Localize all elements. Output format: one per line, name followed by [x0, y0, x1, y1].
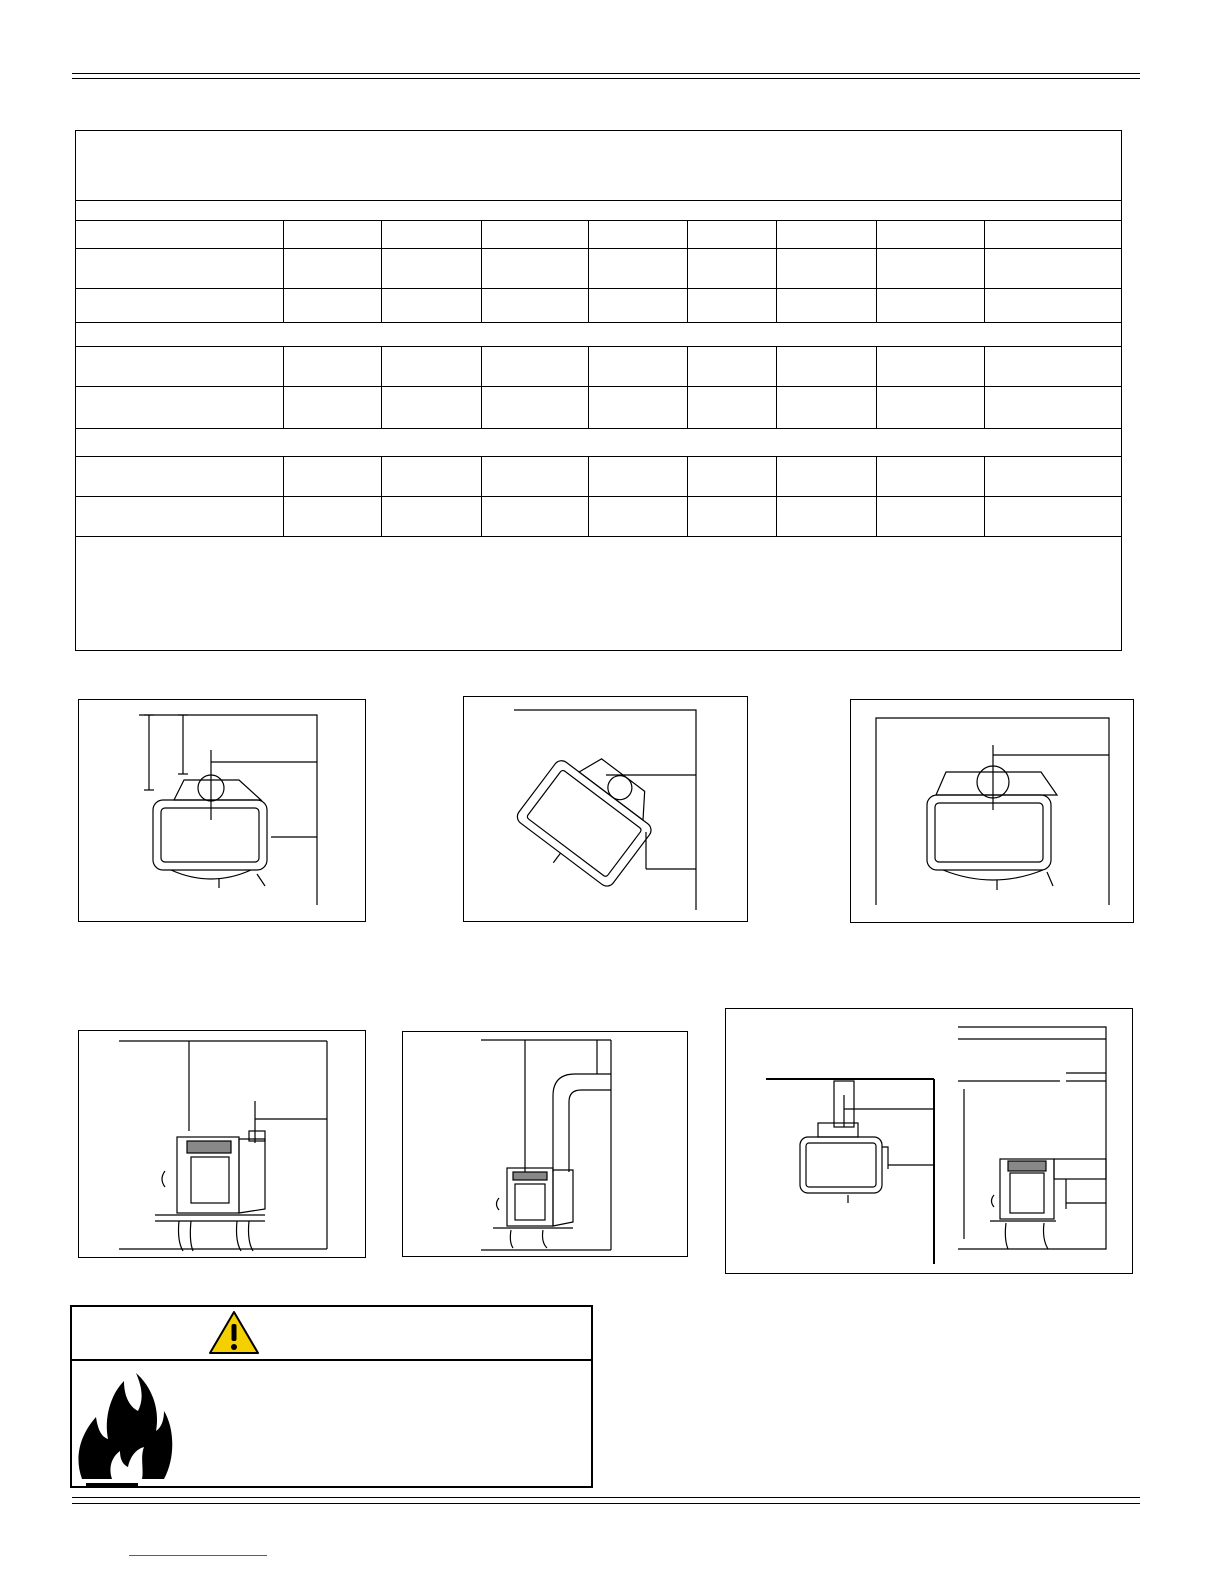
table-notes: [76, 537, 1122, 651]
flame-icon: [72, 1307, 591, 1486]
table-title: [76, 131, 1122, 201]
figure-corner-top-view: [463, 696, 748, 922]
figure-parallel-top-view: [78, 699, 366, 922]
figure-alcove-top-view: [850, 699, 1134, 923]
figure-side-view-rear-vent: [78, 1030, 366, 1258]
table-row: [76, 347, 1122, 387]
clearance-table: [75, 130, 1122, 651]
header-rule-secondary: [72, 78, 1140, 79]
figure-alcove-views: [725, 1008, 1133, 1274]
footer-link-underline[interactable]: [129, 1555, 267, 1556]
table-section-header: [76, 429, 1122, 457]
stove-side-view-drawing: [79, 1031, 367, 1259]
stove-top-vent-drawing: [403, 1032, 689, 1258]
table-row: [76, 221, 1122, 249]
header-rule: [72, 73, 1140, 74]
table-row: [76, 457, 1122, 497]
footer-rule-secondary: [72, 1503, 1140, 1504]
table-section-header: [76, 323, 1122, 347]
table-row: [76, 497, 1122, 537]
footer-rule: [72, 1497, 1140, 1498]
warning-box: [70, 1305, 593, 1488]
stove-top-view-drawing: [79, 700, 367, 923]
stove-alcove-top-drawing: [851, 700, 1135, 924]
figure-side-view-top-vent: [402, 1031, 688, 1257]
table-row: [76, 249, 1122, 289]
stove-alcove-views-drawing: [726, 1009, 1134, 1275]
table-row: [76, 387, 1122, 429]
table-section-header: [76, 201, 1122, 221]
stove-corner-view-drawing: [464, 697, 749, 923]
table-row: [76, 289, 1122, 323]
